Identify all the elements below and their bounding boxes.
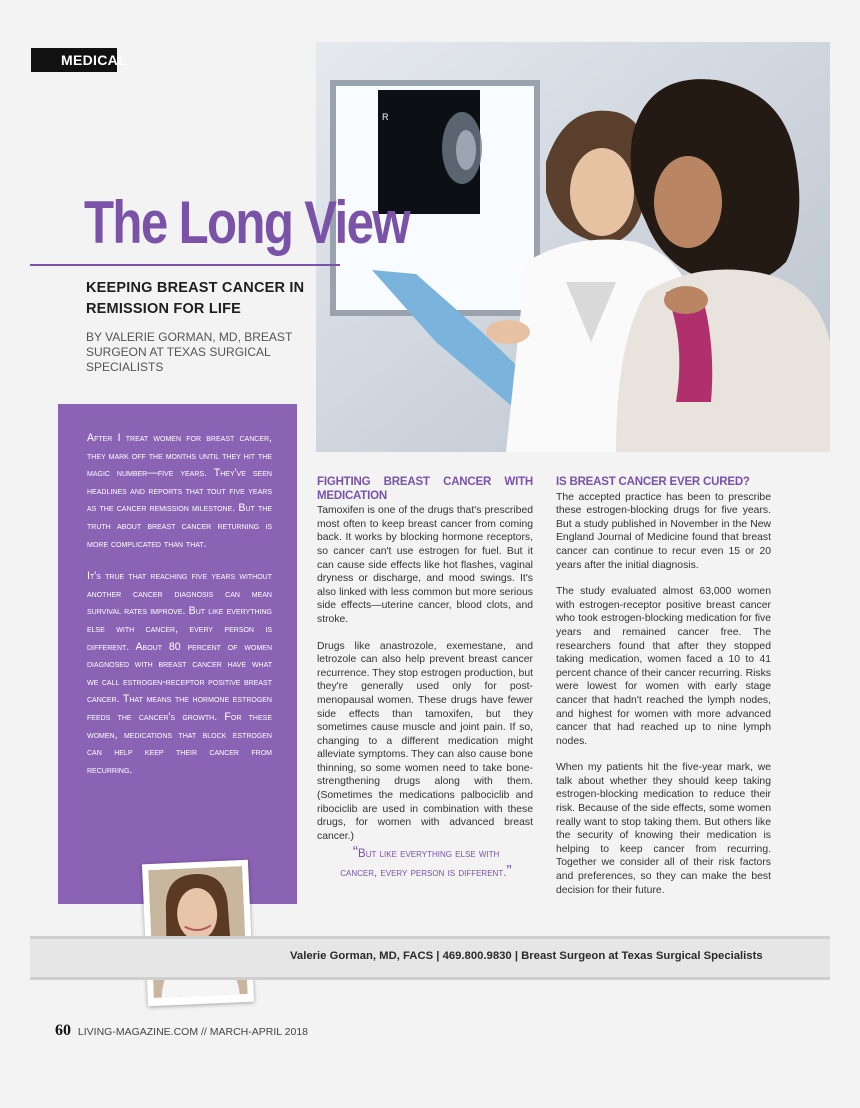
- section-tag: MEDICAL: [31, 48, 117, 72]
- article-column-right: [556, 476, 771, 910]
- body-paragraph: Drugs like anastrozole, exemestane, and letrozole can also help prevent breast cancer recurrence. They stop estrogen production, but they're generally used only for post-menopausal women. These drugs have fewer side effects than tamoxifen, but they sometimes cause muscle and joint pain. If so, changing to a different medication might alleviate symptoms. They can also cause bone thinning, so some women need to take bone-strengthening drugs along with them. (Sometimes the medications palbociclib and ribociclib are used in combination with these drugs, for women with advanced breast cancer.): [317, 640, 533, 842]
- sidebar-paragraph: After I treat women for breast cancer, they mark off the months until they hit the magic number—five years. They've seen headlines and reports that tout five years as the cancer remission milestone. But the truth about breast cancer returning is more complicated than that.: [87, 432, 272, 550]
- author-portrait: [142, 860, 254, 1006]
- body-paragraph: When my patients hit the five-year mark, we talk about whether they should keep taking estrogen-blocking medication to reduce their risk. Because of the side effects, some women really want to stop taking them. But others like the security of knowing their medication is helping to keep cancer from recurring. Together we consider all of their risk factors and preferences, so they can make the best decision for their future.: [556, 762, 771, 896]
- close-quote-mark: ”: [506, 863, 512, 880]
- page-footer: [55, 1022, 308, 1040]
- publication-info: LIVING-MAGAZINE.COM // MARCH-APRIL 2018: [77, 1026, 308, 1038]
- section-heading: FIGHTING BREAST CANCER WITH MEDICATION: [317, 476, 533, 502]
- body-paragraph: The study evaluated almost 63,000 women with estrogen-receptor positive breast cancer who took estrogen-blocking medication for five years and remained cancer free. The researchers found that after they stopped taking medication, women faced a 10 to 41 percent chance of their cancer recurring. Risks were lowest for women with early stage cancer that hadn't reached the lymph nodes, and highest for women with more advanced cancer that had reached up to nine lymph nodes.: [556, 586, 771, 747]
- page-number: 60: [55, 1022, 71, 1039]
- open-quote-mark: “: [352, 844, 359, 861]
- pull-quote-text: But like everything else with cancer, every person is different.: [340, 848, 507, 879]
- pull-quote: [340, 844, 512, 882]
- sidebar-paragraph: It's true that reaching five years without another cancer diagnosis can mean survival rates improve. But like everything else with cancer, every person is different. About 80 percent of women diagnosed with breast cancer have what we call estrogen-receptor positive breast cancer. That means the hormone estrogen feeds the cancer's growth. For these women, medications that block estrogen can help keep their cancer from recurring.: [87, 570, 272, 776]
- section-heading: IS BREAST CANCER EVER CURED?: [556, 476, 750, 488]
- title-divider: [30, 264, 340, 266]
- article-byline: BY VALERIE GORMAN, MD, BREAST SURGEON AT TEXAS SURGICAL SPECIALISTS: [86, 330, 293, 374]
- svg-text:R: R: [382, 112, 389, 122]
- sidebar-text: [87, 430, 272, 794]
- article-title: The Long View: [84, 189, 409, 256]
- article-column-left: [317, 476, 533, 856]
- contact-info: Valerie Gorman, MD, FACS | 469.800.9830 | Breast Surgeon at Texas Surgical Specialists: [290, 950, 763, 962]
- body-paragraph: The accepted practice has been to prescribe these estrogen-blocking drugs for five years. But a study published in November in the New England Journal of Medicine found that breast cancer can continue to recur even 15 or 20 years after the initial diagnosis.: [556, 491, 771, 571]
- body-paragraph: Tamoxifen is one of the drugs that's prescribed most often to keep breast cancer from coming back. It works by blocking hormone receptors, so cancer can't use estrogen for fuel. But it can cause side effects like hot flashes, vaginal dryness or discharge, and mood swings. It's also linked with less common but more serious side effects—uterine cancer, blood clots, and stroke.: [317, 505, 533, 625]
- article-subtitle: KEEPING BREAST CANCER IN REMISSION FOR LIFE: [86, 280, 305, 317]
